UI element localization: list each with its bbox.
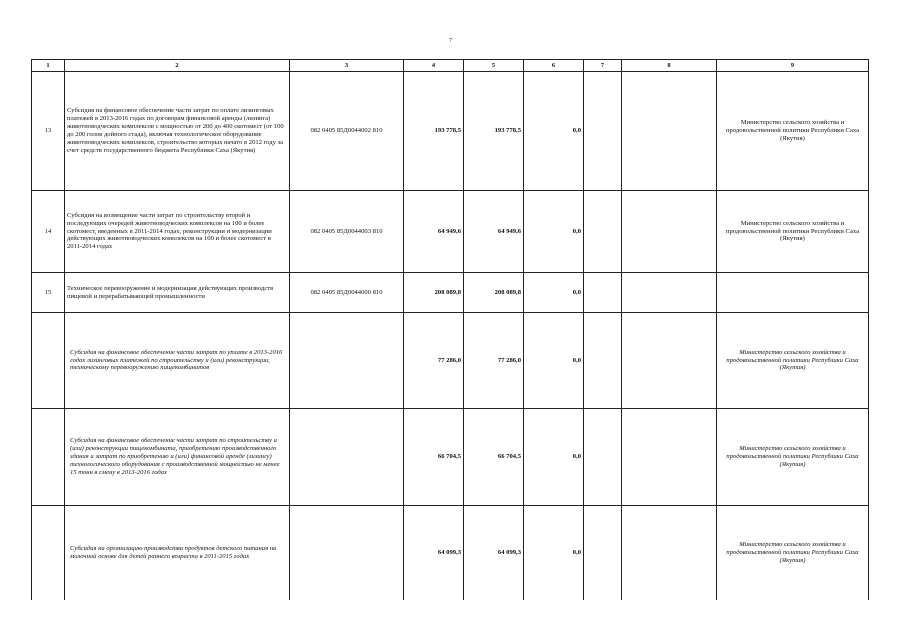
cell-col7 bbox=[584, 72, 622, 191]
executor: Министерство сельского хозяйства и продовольственной политики Республики Саха (Якутия) bbox=[717, 191, 869, 273]
column-header: 8 bbox=[622, 60, 717, 72]
cell-col8 bbox=[622, 191, 717, 273]
cell-col7 bbox=[584, 273, 622, 313]
executor: Министерство сельского хозяйства и продовольственной политики Республики Саха (Якутия) bbox=[717, 313, 869, 409]
row-name: Субсидия на финансовое обеспечение части затрат по строительству и (или) реконструкции пищекомбината, приобретению производственного здания и затрат по приобретению и (или) финансовой аренде (лизингу) технологического оборудования с производственной мощностью не менее 15 тонн в смену в 2013-2016 годах bbox=[65, 409, 290, 506]
executor: Министерство сельского хозяйства и продовольственной политики Республики Саха (Якутия) bbox=[717, 72, 869, 191]
column-header: 4 bbox=[404, 60, 464, 72]
table-row bbox=[32, 506, 869, 600]
executor: Министерство сельского хозяйства и продовольственной политики Республики Саха (Якутия) bbox=[717, 506, 869, 600]
amount-col5: 66 704,5 bbox=[464, 409, 524, 506]
column-header: 6 bbox=[524, 60, 584, 72]
cell-col7 bbox=[584, 409, 622, 506]
column-header: 3 bbox=[290, 60, 404, 72]
table-row bbox=[32, 191, 869, 273]
column-header: 1 bbox=[32, 60, 65, 72]
amount-col5: 77 286,0 bbox=[464, 313, 524, 409]
amount-col6: 0,0 bbox=[524, 273, 584, 313]
row-number: 15 bbox=[32, 273, 65, 313]
row-number: 14 bbox=[32, 191, 65, 273]
budget-code: 082 0405 85Д0044000 810 bbox=[290, 273, 404, 313]
column-header: 9 bbox=[717, 60, 869, 72]
column-header: 2 bbox=[65, 60, 290, 72]
budget-code: 082 0405 85Д0044002 810 bbox=[290, 72, 404, 191]
cell-col8 bbox=[622, 72, 717, 191]
cell-col8 bbox=[622, 506, 717, 600]
executor: Министерство сельского хозяйства и продовольственной политики Республики Саха (Якутия) bbox=[717, 409, 869, 506]
budget-code bbox=[290, 506, 404, 600]
budget-table bbox=[31, 59, 869, 600]
budget-code bbox=[290, 313, 404, 409]
page-number: 7 bbox=[449, 38, 452, 44]
amount-col6: 0,0 bbox=[524, 506, 584, 600]
row-number bbox=[32, 506, 65, 600]
table-row bbox=[32, 273, 869, 313]
amount-col4: 208 089,8 bbox=[404, 273, 464, 313]
amount-col5: 193 778,5 bbox=[464, 72, 524, 191]
column-header: 7 bbox=[584, 60, 622, 72]
row-name: Субсидия на возмещение части затрат по строительству второй и последующих очередей животноводческих комплексов на 100 и более скотомест, введенных в 2011-2014 годах, реконструкции и модернизации действующих животноводческих комплексов на 100 и более скотомест в 2011-2014 годах bbox=[65, 191, 290, 273]
amount-col5: 208 089,8 bbox=[464, 273, 524, 313]
budget-code: 082 0405 85Д0044003 810 bbox=[290, 191, 404, 273]
amount-col5: 64 099,3 bbox=[464, 506, 524, 600]
row-number bbox=[32, 409, 65, 506]
amount-col4: 64 099,3 bbox=[404, 506, 464, 600]
row-number bbox=[32, 313, 65, 409]
amount-col6: 0,0 bbox=[524, 409, 584, 506]
amount-col4: 66 704,5 bbox=[404, 409, 464, 506]
row-name: Субсидия на финансовое обеспечение части затрат по уплате в 2013-2016 годах лизинговых платежей по строительству и (или) реконструкции, техническому перевооружению пищекомбинатов bbox=[65, 313, 290, 409]
amount-col6: 0,0 bbox=[524, 72, 584, 191]
amount-col4: 64 949,6 bbox=[404, 191, 464, 273]
table-row bbox=[32, 409, 869, 506]
cell-col8 bbox=[622, 273, 717, 313]
amount-col4: 193 778,5 bbox=[404, 72, 464, 191]
budget-code bbox=[290, 409, 404, 506]
cell-col7 bbox=[584, 506, 622, 600]
table-header-row bbox=[32, 60, 869, 72]
table-row bbox=[32, 313, 869, 409]
cell-col8 bbox=[622, 409, 717, 506]
row-name: Субсидия на финансовое обеспечение части затрат по оплате лизинговых платежей в 2013-2016 годах по договорам финансовой аренды (лизинга) животноводческих комплексов с мощностью от 200 до 400 скотомест (от 100 до 200 голов дойного стада), включая технологическое оборудование животноводческих комплексов, строительство которых начато в 2012 году за счет средств государственного бюджета Республики Саха (Якутия) bbox=[65, 72, 290, 191]
amount-col4: 77 286,0 bbox=[404, 313, 464, 409]
cell-col8 bbox=[622, 313, 717, 409]
cell-col7 bbox=[584, 313, 622, 409]
row-number: 13 bbox=[32, 72, 65, 191]
cell-col7 bbox=[584, 191, 622, 273]
amount-col6: 0,0 bbox=[524, 191, 584, 273]
row-name: Субсидия на организацию производства продуктов детского питания на молочной основе для детей раннего возраста в 2011-2015 годах bbox=[65, 506, 290, 600]
amount-col5: 64 949,6 bbox=[464, 191, 524, 273]
column-header: 5 bbox=[464, 60, 524, 72]
executor bbox=[717, 273, 869, 313]
table-row bbox=[32, 72, 869, 191]
amount-col6: 0,0 bbox=[524, 313, 584, 409]
row-name: Техническое перевооружение и модернизация действующих производств пищевой и перерабатывающей промышленности bbox=[65, 273, 290, 313]
